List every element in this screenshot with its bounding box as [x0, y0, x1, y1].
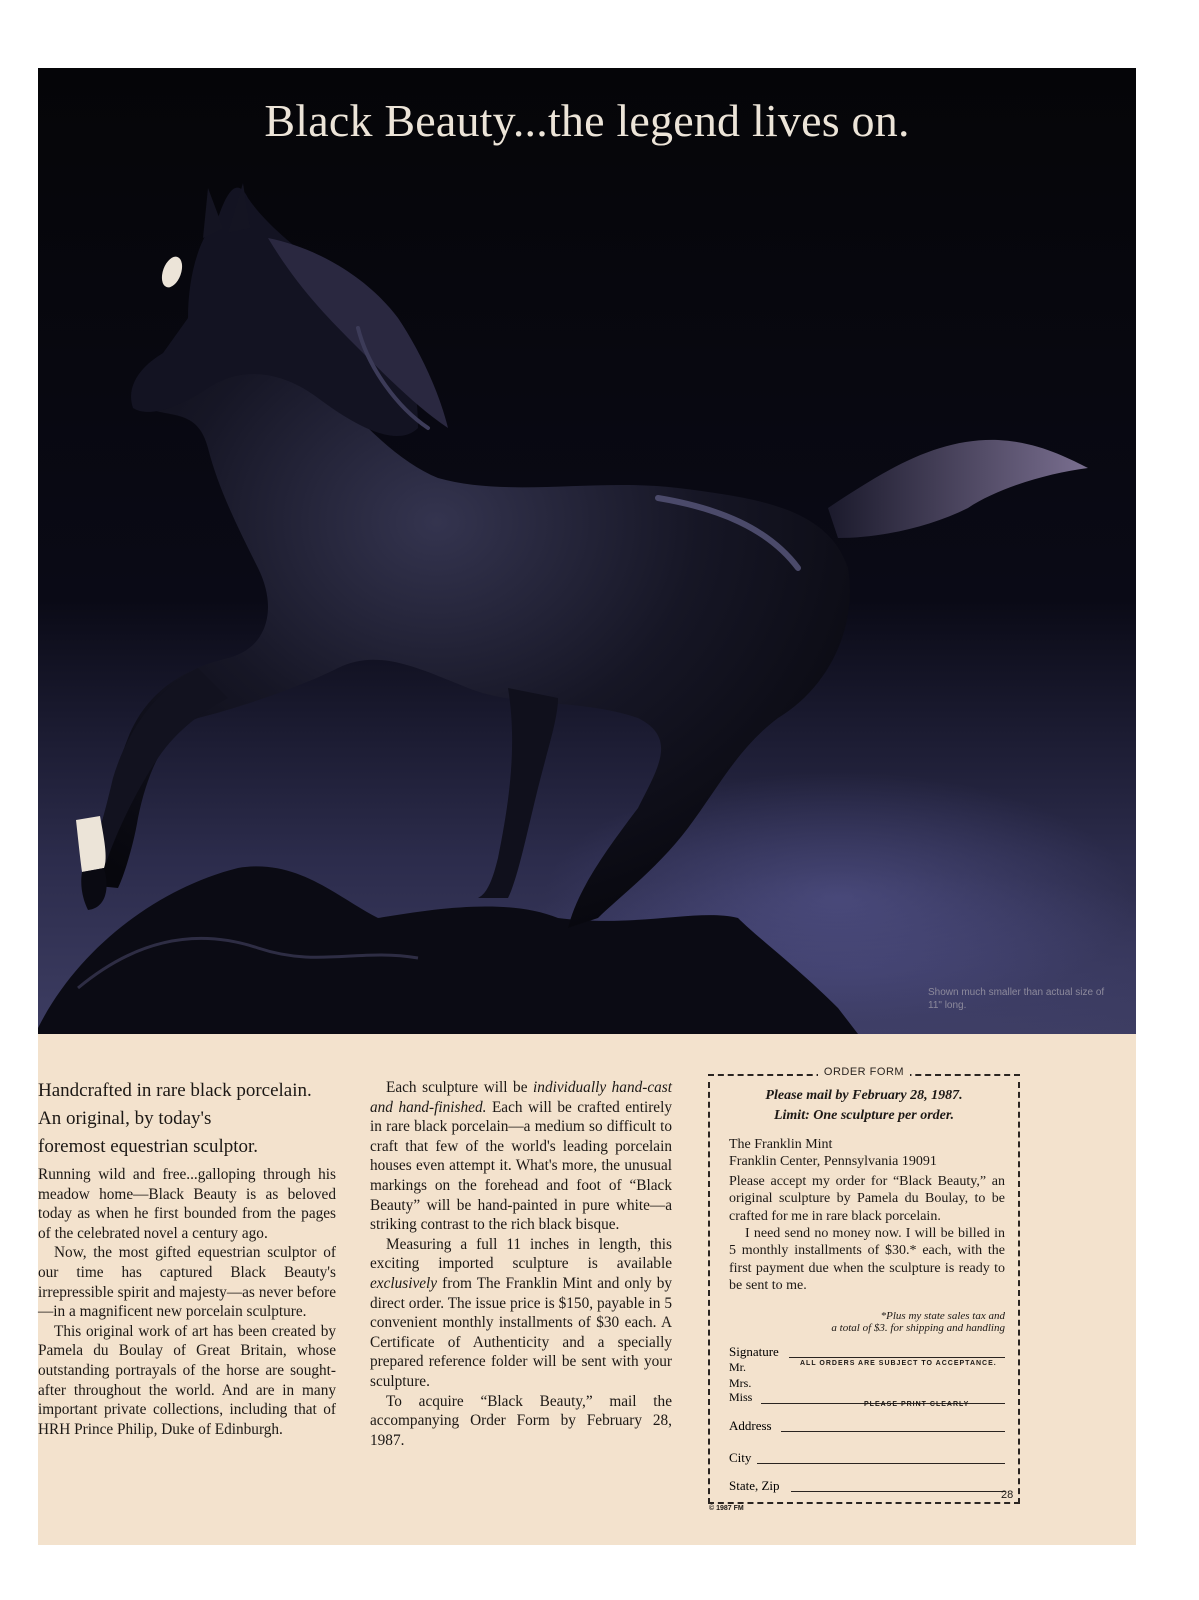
horse-front-leg [90, 668, 228, 863]
lead-heading [38, 1077, 358, 1161]
form-address-line-1: The Franklin Mint [729, 1137, 833, 1152]
form-body [729, 1136, 1005, 1295]
lead-line-3: foremost equestrian sculptor. [38, 1136, 259, 1157]
mrs-label: Mrs. [729, 1376, 752, 1390]
form-deadline: Please mail by February 28, 1987. [765, 1088, 963, 1103]
acceptance-note: ALL ORDERS ARE SUBJECT TO ACCEPTANCE. [800, 1360, 997, 1367]
white-sock [76, 816, 106, 872]
body-column-2 [370, 1078, 672, 1450]
forehead-blaze [158, 254, 186, 290]
form-order-text: Please accept my order for “Black Beauty,” an original sculpture by Pamela du Boulay, to be crafted for me in rare black porcelain. [729, 1173, 1005, 1224]
body-paragraph: Running wild and free...galloping through his meadow home—Black Beauty is as beloved today as when he first bounded from the pages of the celebrated novel a century ago. [38, 1166, 336, 1242]
form-limit: Limit: One sculpture per order. [773, 1108, 955, 1123]
horse-sculpture-illustration [38, 68, 1136, 1034]
order-form-title: ORDER FORM [708, 1066, 1020, 1078]
body-paragraph: This original work of art has been created by Pamela du Boulay of Great Britain, whose outstanding portrayals of the horse are sought-after throughout the world. And are in many important private collections, including that of HRH Prince Philip, Duke of Edinburgh. [38, 1322, 336, 1438]
form-tax-note-1: *Plus my state sales tax and [880, 1310, 1005, 1322]
form-tax-note-2: a total of $3. for shipping and handling [831, 1322, 1005, 1334]
horse-body [98, 304, 850, 928]
horse-photo [38, 68, 1136, 1034]
address-field[interactable]: Address [729, 1418, 1005, 1434]
signature-field[interactable]: Signature [729, 1344, 1005, 1360]
front-hoof [81, 868, 106, 910]
body-paragraph: Measuring a full 11 inches in length, this exciting imported sculpture is available exclusively from The Franklin Mint and only by direct order. The issue price is $150, payable in 5 convenient monthly installments of $30 each. A Certificate of Authenticity and a specially prepared reference folder will be sent with your sculpture. [370, 1235, 672, 1390]
sculpture-base [38, 866, 858, 1034]
form-address-line-2: Franklin Center, Pennsylvania 19091 [729, 1154, 937, 1170]
state-zip-field[interactable]: State, Zip [729, 1478, 1005, 1494]
city-field[interactable]: City [729, 1450, 1005, 1466]
form-billing-text: I need send no money now. I will be billed in 5 monthly installments of $30.* each, with the first payment due when the sculpture is ready to be sent to me. [729, 1226, 1005, 1294]
headline: Black Beauty...the legend lives on. [264, 95, 910, 146]
horse-tail [828, 440, 1088, 538]
body-column-1 [38, 1165, 336, 1439]
lead-line-2: An original, by today's [38, 1108, 212, 1129]
copyright: © 1987 FM [709, 1505, 744, 1512]
print-clearly-note: PLEASE PRINT CLEARLY [864, 1401, 970, 1408]
body-paragraph: To acquire “Black Beauty,” mail the accompanying Order Form by February 28, 1987. [370, 1392, 672, 1449]
mr-label: Mr. [729, 1360, 747, 1374]
name-field[interactable]: Miss [729, 1390, 1005, 1406]
body-paragraph: Now, the most gifted equestrian sculptor of our time has captured Black Beauty's irrepressible spirit and majesty—as never before—in a magnificent new porcelain sculpture. [38, 1244, 336, 1321]
photo-caption: Shown much smaller than actual size of 11" long. [928, 987, 1105, 1011]
lead-line-1: Handcrafted in rare black porcelain. [38, 1080, 312, 1101]
body-paragraph: Each sculpture will be individually hand-cast and hand-finished. Each will be crafted entirely in rare black porcelain—a medium so difficult to craft that few of the world's leading porcelain houses even attempt it. What's more, the unusual markings on the forehead and foot of “Black Beauty” will be hand-painted in pure white—a striking contrast to the rich black bisque. [370, 1079, 672, 1234]
form-code: 28 [1001, 1489, 1014, 1501]
